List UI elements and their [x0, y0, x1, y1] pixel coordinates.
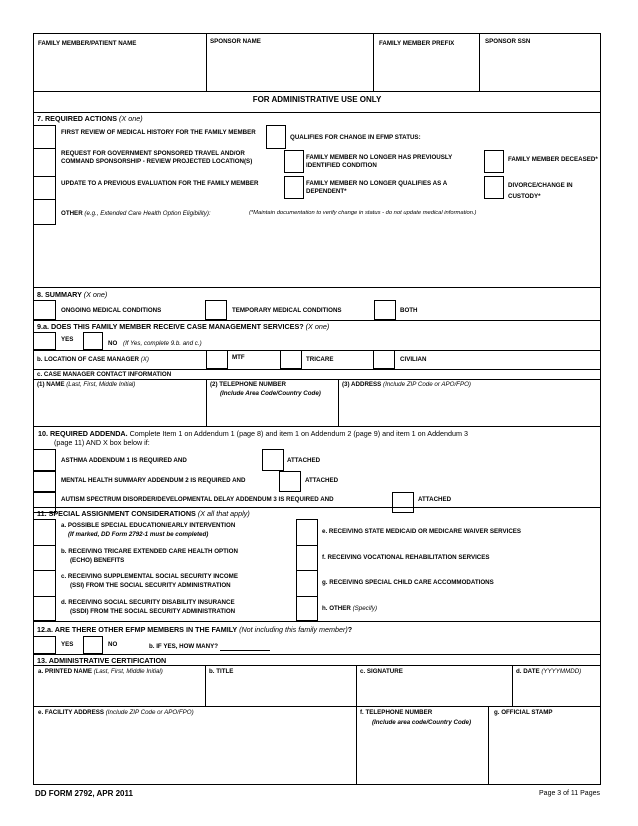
tricare-checkbox[interactable] [280, 350, 302, 369]
mtf-checkbox[interactable] [206, 350, 228, 369]
both-checkbox[interactable] [374, 300, 396, 320]
section-8-title: 8. SUMMARY (X one) [37, 290, 108, 299]
sac-b-label: b. RECEIVING TRICARE EXTENDED CARE HEALTH OPTION [61, 548, 238, 555]
efmp-no-checkbox[interactable] [83, 636, 103, 654]
section-12-title: 12.a. ARE THERE OTHER EFMP MEMBERS IN THE FAMILY (Not including this family member)? [37, 625, 353, 634]
telephone-note: (Include area code/Country Code) [372, 719, 472, 726]
civilian-checkbox[interactable] [373, 350, 395, 369]
sac-c-label: c. RECEIVING SUPPLEMENTAL SOCIAL SECURITY INCOME [61, 573, 238, 580]
both-label: BOTH [400, 307, 418, 314]
q2-checkbox[interactable] [284, 176, 304, 199]
case-mgmt-yes-checkbox[interactable] [34, 332, 56, 350]
temporary-checkbox[interactable] [205, 300, 227, 320]
section-10-title: 10. REQUIRED ADDENDA. Complete Item 1 on Addendum 1 (page 8) and item 1 on Addendum 2 (page 9) and item 1 on Addendum 3 [38, 429, 469, 438]
form-number: DD FORM 2792, APR 2011 [35, 789, 133, 798]
mental-health-attached-checkbox[interactable] [279, 471, 301, 492]
cm-phone-note: (Include Area Code/Country Code) [220, 390, 321, 397]
ongoing-label: ONGOING MEDICAL CONDITIONS [61, 307, 162, 314]
facility-address-label: e. FACILITY ADDRESS (Include ZIP Code or APO/FPO) [38, 709, 194, 716]
how-many-field[interactable] [220, 645, 270, 651]
option-update-evaluation: UPDATE TO A PREVIOUS EVALUATION FOR THE FAMILY MEMBER [61, 180, 259, 187]
option-first-review: FIRST REVIEW OF MEDICAL HISTORY FOR THE FAMILY MEMBER [61, 129, 256, 136]
sac-e-label: e. RECEIVING STATE MEDICAID OR MEDICARE WAIVER SERVICES [322, 528, 522, 535]
section-11-title: 11. SPECIAL ASSIGNMENT CONSIDERATIONS (X all that apply) [37, 509, 250, 518]
telephone-label: f. TELEPHONE NUMBER [360, 709, 433, 716]
mental-health-label: MENTAL HEALTH SUMMARY ADDENDUM 2 IS REQUIRED AND [61, 477, 246, 484]
mental-health-checkbox[interactable] [34, 471, 56, 492]
temporary-label: TEMPORARY MEDICAL CONDITIONS [232, 307, 342, 314]
q-no-longer-condition: FAMILY MEMBER NO LONGER HAS PREVIOUSLY IDENTIFIED CONDITION [306, 154, 453, 169]
official-stamp-label: g. OFFICIAL STAMP [494, 709, 553, 716]
case-mgmt-yes-label: YES [61, 336, 74, 343]
asthma-label: ASTHMA ADDENDUM 1 IS REQUIRED AND [61, 457, 187, 464]
section-9a-title: 9.a. DOES THIS FAMILY MEMBER RECEIVE CASE MANAGEMENT SERVICES? (X one) [37, 322, 330, 331]
page-number: Page 3 of 11 Pages [539, 790, 600, 797]
sac-h-label: h. OTHER (Specify) [322, 605, 378, 612]
admin-only-title: FOR ADMINISTRATIVE USE ONLY [252, 95, 382, 104]
sac-b-label-2: (ECHO) BENEFITS [70, 557, 125, 564]
title-label: b. TITLE [209, 668, 234, 675]
section-10-text-2: (page 11) AND X box below if: [54, 438, 150, 447]
cm-phone-label: (2) TELEPHONE NUMBER [210, 381, 286, 388]
option-travel-request: REQUEST FOR GOVERNMENT SPONSORED TRAVEL AND/OR COMMAND SPONSORSHIP - REVIEW PROJECTED LOCATION(S) [61, 150, 253, 165]
form-page [33, 33, 601, 785]
autism-attached-label: ATTACHED [418, 496, 452, 503]
date-label: d. DATE (YYYYMMDD) [516, 668, 582, 675]
how-many-label: b. IF YES, HOW MANY? [149, 643, 270, 651]
efmp-yes-checkbox[interactable] [34, 636, 56, 654]
asthma-attached-checkbox[interactable] [262, 449, 284, 471]
tricare-label: TRICARE [306, 356, 334, 363]
sac-d-label-2: (SSDI) FROM THE SOCIAL SECURITY ADMINISTRATION [70, 608, 236, 615]
mtf-label: MTF [232, 354, 245, 361]
q3-checkbox[interactable] [484, 150, 504, 173]
q1-checkbox[interactable] [284, 150, 304, 173]
sac-a-note: (If marked, DD Form 2792-1 must be completed) [68, 531, 209, 538]
section-7-title: 7. REQUIRED ACTIONS (X one) [37, 114, 143, 123]
q-no-longer-dependent: FAMILY MEMBER NO LONGER QUALIFIES AS A DEPENDENT* [306, 180, 447, 195]
asthma-attached-label: ATTACHED [287, 457, 321, 464]
maintain-documentation-note: (*Maintain documentation to verify change in status - do not update medical information.) [249, 210, 477, 216]
ongoing-checkbox[interactable] [34, 300, 56, 320]
section-13-title: 13. ADMINISTRATIVE CERTIFICATION [37, 656, 167, 665]
civilian-label: CIVILIAN [400, 356, 427, 363]
sac-c-label-2: (SSI) FROM THE SOCIAL SECURITY ADMINISTRATION [70, 582, 231, 589]
cm-address-label: (3) ADDRESS (Include ZIP Code or APO/FPO) [342, 381, 471, 388]
case-mgmt-no-label: NO (If Yes, complete 9.b. and c.) [108, 340, 202, 347]
sac-f-label: f. RECEIVING VOCATIONAL REHABILITATION SERVICES [322, 554, 490, 561]
autism-label: AUTISM SPECTRUM DISORDER/DEVELOPMENTAL DELAY ADDENDUM 3 IS REQUIRED AND [61, 496, 334, 503]
efmp-yes-label: YES [61, 641, 74, 648]
family-member-name-label: FAMILY MEMBER/PATIENT NAME [38, 40, 137, 47]
printed-name-label: a. PRINTED NAME (Last, First, Middle Initial) [38, 668, 163, 675]
mental-health-attached-label: ATTACHED [305, 477, 339, 484]
q-deceased: FAMILY MEMBER DECEASED* [508, 156, 598, 163]
required-actions-checkbox-column [34, 125, 56, 225]
case-mgmt-no-checkbox[interactable] [83, 332, 103, 350]
qualifies-label: QUALIFIES FOR CHANGE IN EFMP STATUS: [290, 134, 421, 141]
signature-label: c. SIGNATURE [360, 668, 403, 675]
cm-name-label: (1) NAME (Last, First, Middle Initial) [37, 381, 136, 388]
q-divorce: DIVORCE/CHANGE IN CUSTODY* [508, 182, 573, 200]
family-member-prefix-label: FAMILY MEMBER PREFIX [379, 40, 455, 47]
efmp-no-label: NO [108, 641, 118, 648]
sac-g-label: g. RECEIVING SPECIAL CHILD CARE ACCOMMODATIONS [322, 579, 494, 586]
qualifies-checkbox[interactable] [266, 125, 286, 149]
sac-d-label: d. RECEIVING SOCIAL SECURITY DISABILITY INSURANCE [61, 599, 235, 606]
location-case-manager-label: b. LOCATION OF CASE MANAGER (X) [37, 356, 149, 363]
q4-checkbox[interactable] [484, 176, 504, 199]
sponsor-name-label: SPONSOR NAME [210, 38, 261, 45]
asthma-checkbox[interactable] [34, 449, 56, 471]
case-manager-contact-label: c. CASE MANAGER CONTACT INFORMATION [37, 371, 172, 378]
sponsor-ssn-label: SPONSOR SSN [485, 38, 531, 45]
sac-a-label: a. POSSIBLE SPECIAL EDUCATION/EARLY INTERVENTION [61, 522, 236, 529]
option-other: OTHER (e.g., Extended Care Health Option Eligibility): [61, 210, 211, 217]
autism-attached-checkbox[interactable] [392, 492, 414, 513]
